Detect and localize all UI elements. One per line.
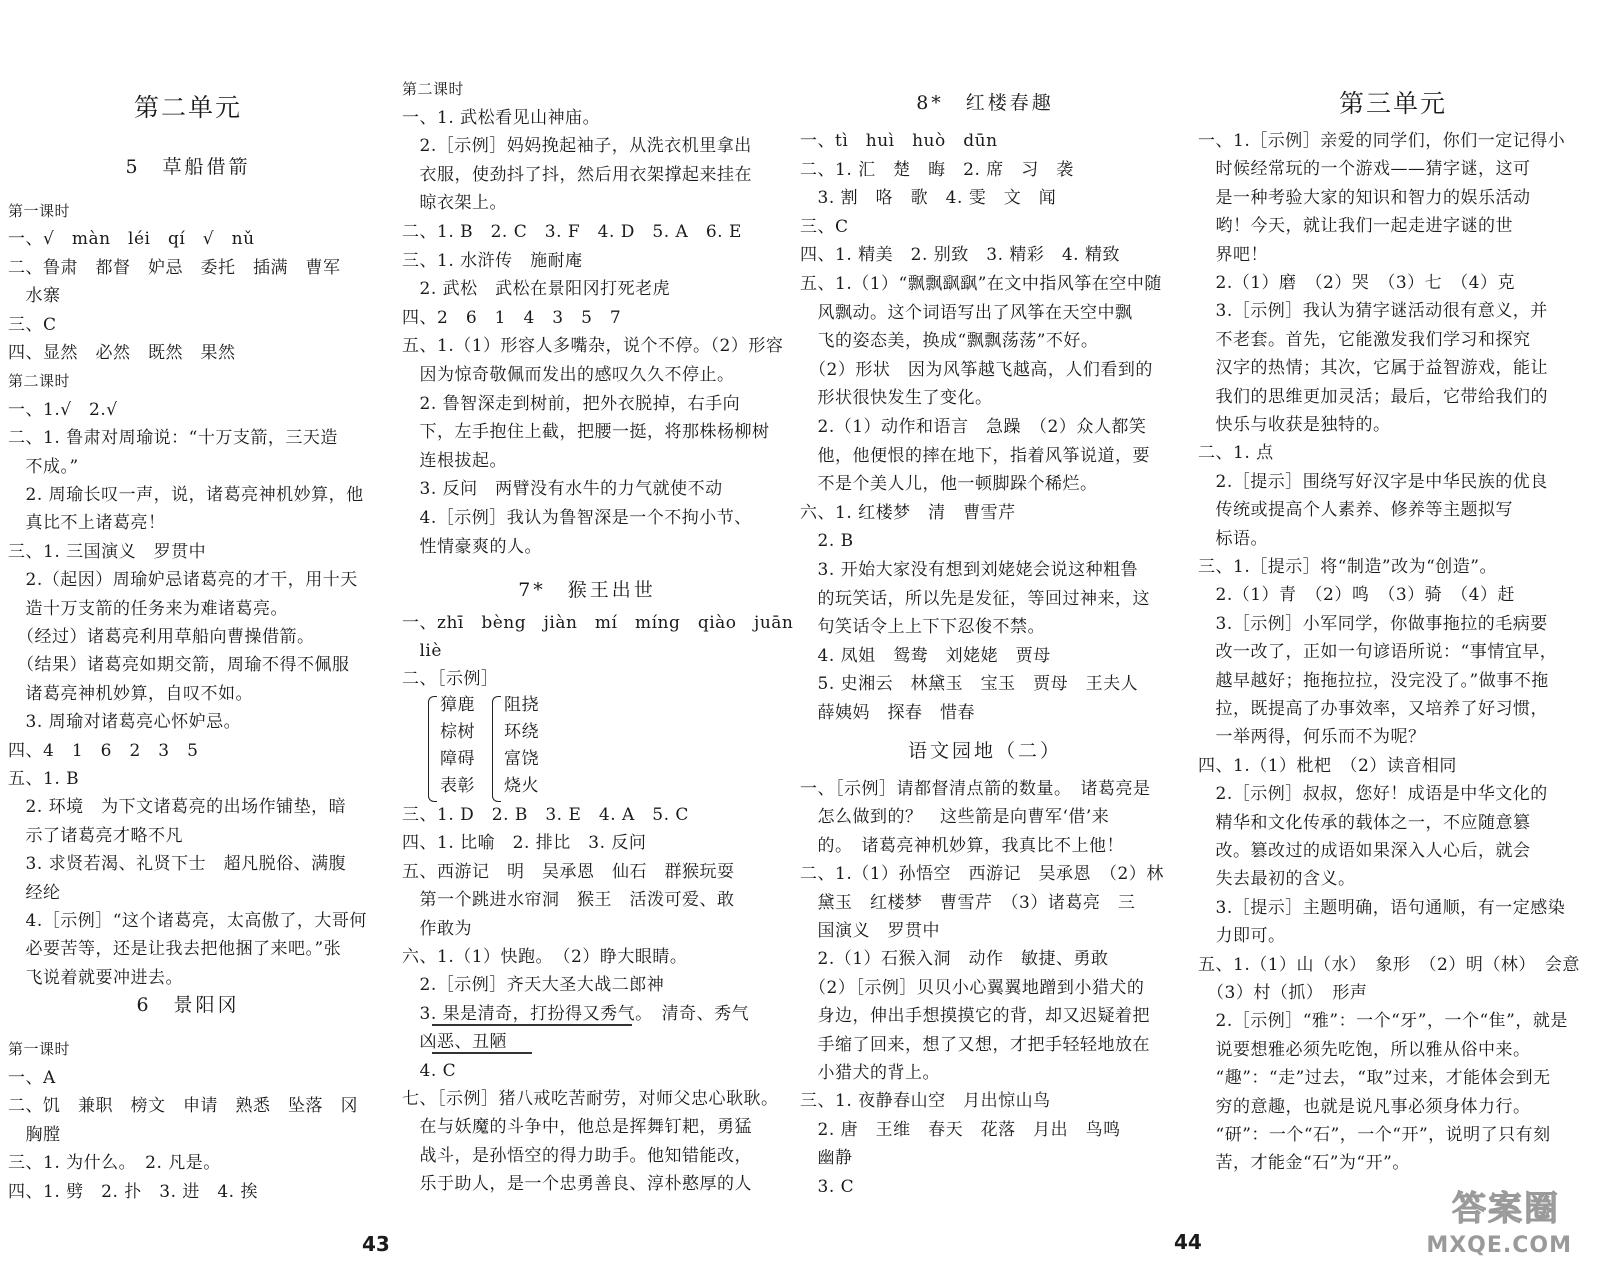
answer-line: 标语。 [1198, 528, 1268, 549]
answer-line: 性情豪爽的人。 [402, 536, 542, 557]
lesson-title-7: 7* 猴王出世 [518, 579, 656, 601]
answer-line: 改一改了，正如一句谚语所说：“事情宜早， [1198, 642, 1558, 663]
answer-line: 精华和文化传承的载体之一，不应随意篡 [1198, 812, 1531, 833]
answer-line: 一、√ màn léi qí √ nǔ [8, 229, 255, 250]
answer-line: 第一课时 [8, 202, 71, 220]
answer-line: 2.（1）动作和语言 急躁 （2）众人都笑 [800, 417, 1147, 437]
answer-line: （经过）诸葛亮利用草船向曹操借箭。 [8, 627, 315, 647]
answer-line: 穷的意趣，也就是说凡事必须身体力行。 [1198, 1096, 1531, 1117]
answer-line: 3. 割 咯 歌 4. 雯 文 闻 [800, 188, 1057, 209]
answer-line: 四、1. 比喻 2. 排比 3. 反问 [402, 833, 647, 854]
answer-line: 因为惊奇敬佩而发出的感叹久久不停止。 [402, 365, 735, 385]
answer-line: 2. 鲁智深走到树前，把外衣脱掉，右手向 [402, 393, 741, 414]
answer-line: 一、［示例］请都督清点箭的数量。 诸葛亮是 [800, 779, 1151, 799]
answer-line: 2. 唐 王维 春天 花落 月出 鸟鸣 [800, 1119, 1121, 1140]
answer-line: 2. 环境 为下文诸葛亮的出场作铺垫，暗 [8, 797, 347, 818]
answer-line: 战斗，是孙悟空的得力助手。他知错能改， [402, 1145, 752, 1166]
answer-line: 飞说着就要冲进去。 [8, 967, 183, 988]
answer-line: 二、1.（1）孙悟空 西游记 吴承恩 （2）林 [800, 864, 1164, 885]
lesson-title-8: 8* 红楼春趣 [916, 92, 1054, 114]
answer-line: 2.［示例］齐天大圣大战二郎神 [402, 975, 665, 996]
page-number-43: 43 [362, 1232, 390, 1256]
watermark-url: MXQE.COM [1426, 1233, 1572, 1258]
answer-line: 一、1. 武松看见山神庙。 [402, 107, 601, 128]
answer-line: 2.（起因）周瑜妒忌诸葛亮的才干，用十天 [8, 570, 358, 591]
answer-line: 时候经常玩的一个游戏——猜字谜，这可 [1198, 159, 1531, 180]
answer-line: 第一个跳进水帘洞 猴王 活泼可爱、敢 [402, 890, 735, 911]
answer-line: 他，他便恨的摔在地下，指着风筝说道，要 [800, 445, 1150, 466]
answer-line: 薛姨妈 探春 惜春 [800, 703, 975, 723]
answer-line: 一、tì huì huò dūn [800, 131, 998, 151]
answer-line: 胸膛 [8, 1124, 61, 1145]
answer-line: 连根拔起。 [402, 450, 507, 471]
word-match-brace [428, 694, 568, 806]
answer-line: （结果）诸葛亮如期交箭，周瑜不得不佩服 [8, 655, 350, 676]
answer-line: 三、1. 为什么。 2. 凡是。 [8, 1153, 221, 1174]
answer-line: 三、1. 三国演义 罗贯中 [8, 541, 207, 562]
answer-line: 五、1.（1）“飘飘飖飖”在文中指风筝在空中随 [800, 274, 1162, 294]
answer-line: 四、显然 必然 既然 果然 [8, 343, 236, 363]
answer-line: 诸葛亮神机妙算，自叹不如。 [8, 683, 253, 704]
answer-line: 二、1. 点 [1198, 443, 1274, 464]
answer-line: 二、1. 鲁肃对周瑜说：“十万支箭，三天造 [8, 428, 338, 449]
answer-line: 手缩了回来，想了又想，才把手轻轻地放在 [800, 1034, 1150, 1055]
answer-line: 二、鲁肃 都督 妒忌 委托 插满 曹军 [8, 257, 341, 278]
answer-line: 一、1.√ 2.√ [8, 399, 118, 420]
answer-line: 五、西游记 明 吴承恩 仙石 群猴玩耍 [402, 861, 735, 882]
answer-line: 七、［示例］猪八戒吃苦耐劳，对师父忠心耿耿。 [402, 1089, 779, 1109]
answer-line: liè [402, 641, 442, 661]
answer-line: 六、1. 红楼梦 清 曹雪芹 [800, 502, 1016, 523]
answer-line: 3. 周瑜对诸葛亮心怀妒忌。 [8, 712, 242, 733]
answer-line: 苦，才能金“石”为“开”。 [1198, 1153, 1410, 1174]
answer-line: 4.［示例］“这个诸葛亮，太高傲了，大哥何 [8, 911, 367, 931]
answer-line: 3.［提示］主题明确，语句通顺，有一定感染 [1198, 897, 1566, 918]
answer-line: 2.［提示］围绕写好汉字是中华民族的优良 [1198, 471, 1548, 492]
answer-line: 的。 诸葛亮神机妙算，我真比不上他！ [800, 835, 1124, 856]
answer-line: 凶恶、丑陋 [402, 1032, 507, 1053]
answer-line: 2. 武松 武松在景阳冈打死老虎 [402, 279, 671, 300]
answer-line: 五、1. B [8, 769, 80, 789]
answer-line: 一、1.［示例］亲爱的同学们，你们一定记得小 [1198, 131, 1566, 151]
answer-line: 身边，伸出手想摸摸它的背，却又迟疑着把 [800, 1006, 1150, 1027]
answer-line: 界吧！ [1198, 244, 1268, 265]
answer-line: 飞的姿态美，换成“飘飘荡荡”不好。 [800, 331, 1099, 352]
answer-line: 3. C [800, 1176, 855, 1197]
answer-line: 一、A [8, 1067, 56, 1088]
answer-line: “研”：一个“石”，一个“开”，说明了只有刻 [1198, 1125, 1551, 1145]
answer-line: 的玩笑话，所以先是发征，等回过神来，这 [800, 588, 1150, 609]
answer-line: 四、1.（1）枇杷 （2）读音相同 [1198, 755, 1457, 776]
answer-line: 必要苦等，还是让我去把他捆了来吧。”张 [8, 939, 342, 960]
answer-line: 四、2 6 1 4 3 5 7 [402, 307, 622, 328]
answer-line: 3.［示例］小军同学，你做事拖拉的毛病要 [1198, 613, 1548, 634]
answer-line: 幽静 [800, 1148, 853, 1169]
answer-line: 示了诸葛亮才略不凡 [8, 825, 183, 846]
unit-title-2: 第二单元 [133, 93, 242, 122]
answer-line: 4. C [402, 1060, 457, 1081]
answer-line: 3. 求贤若渴、礼贤下士 超凡脱俗、满腹 [8, 854, 347, 875]
answer-line: 二、饥 兼职 榜文 申请 熟悉 坠落 冈 [8, 1096, 358, 1117]
answer-line: 力即可。 [1198, 926, 1286, 947]
answer-line: （2）形状 因为风筝越飞越高，人们看到的 [800, 359, 1153, 380]
answer-line: 三、1. D 2. B 3. E 4. A 5. C [402, 805, 689, 825]
answer-line: 一举两得，何乐而不为呢？ [1198, 727, 1426, 748]
answer-line: 第二课时 [402, 80, 465, 98]
answer-line: 在与妖魔的斗争中，他总是挥舞钉耙，勇猛 [402, 1117, 752, 1138]
answer-line: 2.（1）石猴入洞 动作 敏捷、勇敢 [800, 949, 1109, 970]
answer-line: 不成。” [8, 456, 79, 477]
brace-word: 棕树 [440, 722, 475, 742]
answer-line: 三、1. 夜静春山空 月出惊山鸟 [800, 1091, 1051, 1112]
answer-line: 黛玉 红楼梦 曹雪芹 （3）诸葛亮 三 [800, 892, 1136, 913]
answer-line: 经纶 [8, 882, 61, 903]
brace-word: 环绕 [504, 722, 539, 742]
answer-line: 不是个美人儿，他一顿脚跺个稀烂。 [800, 474, 1098, 495]
answer-line: 三、1. 水浒传 施耐庵 [402, 250, 583, 271]
answer-line: 2. B [800, 531, 854, 552]
watermark-logo-cn: 答案圈 [1452, 1189, 1560, 1229]
answer-line: （2）［示例］贝贝小心翼翼地蹭到小猎犬的 [800, 977, 1145, 998]
answer-line: 衣服，使劲抖了抖，然后用衣架撑起来挂在 [402, 164, 752, 185]
unit-title-3: 第三单元 [1338, 89, 1447, 118]
answer-line: 四、1. 劈 2. 扑 3. 进 4. 挨 [8, 1182, 258, 1202]
answer-line: 国演义 罗贯中 [800, 921, 940, 941]
answer-line: “趣”：“走”过去，“取”过来，才能体会到无 [1198, 1068, 1551, 1089]
answer-line: 4.［示例］我认为鲁智深是一个不拘小节、 [402, 508, 752, 528]
answer-line: 3. 开始大家没有想到刘姥姥会说这种粗鲁 [800, 560, 1139, 580]
answer-line: 怎么做到的？ 这些箭是向曹军‘借’来 [800, 807, 1110, 828]
answer-line: 真比不上诸葛亮！ [8, 513, 166, 534]
page-number-44: 44 [1174, 1230, 1202, 1254]
answer-line: 小猎犬的背上。 [800, 1063, 940, 1083]
answer-line: 第一课时 [8, 1040, 71, 1058]
answer-line: 是一种考验大家的知识和智力的娱乐活动 [1198, 187, 1531, 208]
underline-qiqi [432, 1024, 632, 1026]
answer-line: 句笑话令上上下下忍俊不禁。 [800, 617, 1045, 638]
underline-xiongwu [432, 1052, 532, 1054]
answer-line: 二、［示例］ [402, 669, 499, 689]
answer-line: 传统或提高个人素养、修养等主题拟写 [1198, 500, 1513, 521]
answer-line: 说要想雅必须先吃饱，所以雅从俗中来。 [1198, 1039, 1531, 1060]
answer-line: 水寨 [8, 286, 61, 307]
garden-title: 语文园地（二） [907, 740, 1062, 762]
answer-line: 四、4 1 6 2 3 5 [8, 740, 199, 761]
answer-line: 形状很快发生了变化。 [800, 388, 993, 409]
brace-word: 障碍 [440, 749, 475, 769]
answer-line: （3）村（抓） 形声 [1198, 983, 1368, 1003]
brace-left [428, 696, 437, 802]
answer-line: 一、zhī bèng jiàn mí míng qiào juān [402, 613, 794, 633]
answer-line: 三、C [8, 314, 57, 335]
answer-line: 三、C [800, 216, 849, 237]
brace-right [492, 696, 501, 802]
answer-line: 汉字的热情；其次，它属于益智游戏，能让 [1198, 358, 1548, 379]
answer-line: 四、1. 精美 2. 别致 3. 精彩 4. 精致 [800, 245, 1120, 266]
answer-line: 二、1. 汇 楚 晦 2. 席 习 袭 [800, 159, 1074, 180]
answer-line: 三、1.［提示］将“制造”改为“创造”。 [1198, 557, 1497, 577]
lesson-title-6: 6 景阳冈 [136, 994, 240, 1016]
answer-line: 哟！今天，就让我们一起走进字谜的世 [1198, 216, 1513, 237]
answer-line: 五、1.（1）山（水） 象形 （2）明（林） 会意 [1198, 954, 1580, 975]
answer-line: 2.（1）磨 （2）哭 （3）七 （4）克 [1198, 273, 1515, 293]
answer-line: 2. 周瑜长叹一声，说，诸葛亮神机妙算，他 [8, 485, 364, 505]
answer-line: 3.［示例］我认为猜字谜活动很有意义，并 [1198, 301, 1548, 322]
answer-line: 五、1.（1）形容人多嘴杂，说个不停。（2）形容 [402, 336, 784, 357]
brace-word: 表彰 [440, 776, 475, 796]
brace-word: 富饶 [504, 749, 539, 769]
answer-line: 2.（1）青 （2）鸣 （3）骑 （4）赶 [1198, 585, 1515, 606]
brace-word: 獐鹿 [440, 695, 475, 715]
answer-line: 3. 果是清奇，打扮得又秀气。 清奇、秀气 [402, 1003, 750, 1024]
answer-line: 2.［示例］“雅”：一个“牙”，一个“隹”，就是 [1198, 1011, 1568, 1032]
answer-line: 4. 凤姐 鸳鸯 刘姥姥 贾母 [800, 645, 1051, 666]
answer-line: 二、1. B 2. C 3. F 4. D 5. A 6. E [402, 222, 742, 242]
answer-line: 晾衣架上。 [402, 193, 507, 214]
answer-line: 改。篡改过的成语如果深入人心后，就会 [1198, 841, 1531, 861]
answer-line: 拉，既提高了办事效率，又培养了好习惯， [1198, 699, 1548, 719]
brace-word: 阻挠 [504, 695, 539, 715]
answer-line: 下，左手抱住上截，把腰一挺，将那株杨柳树 [402, 422, 770, 443]
answer-line: 第二课时 [8, 372, 71, 391]
answer-line: 越早越好；拖拖拉拉，没完没了。”做事不拖 [1198, 670, 1549, 691]
answer-line: 造十万支箭的任务来为难诸葛亮。 [8, 598, 288, 619]
lesson-title-5: 5 草船借箭 [125, 156, 251, 178]
answer-line: 作敢为 [402, 918, 472, 939]
answer-line: 5. 史湘云 林黛玉 宝玉 贾母 王夫人 [800, 674, 1139, 695]
answer-line: 2.［示例］妈妈挽起袖子，从洗衣机里拿出 [402, 136, 752, 157]
answer-line: 我们的思维更加灵活；最后，它带给我们的 [1198, 386, 1548, 407]
answer-line: 快乐与收获是独特的。 [1198, 415, 1391, 435]
answer-line: 3. 反问 两臂没有水牛的力气就使不动 [402, 479, 723, 500]
answer-line: 不老套。首先，它能激发我们学习和探究 [1198, 329, 1531, 350]
answer-line: 风飘动。这个词语写出了风筝在天空中飘 [800, 302, 1133, 323]
answer-line: 失去最初的含义。 [1198, 869, 1356, 890]
answer-line: 乐于助人，是一个忠勇善良、淳朴憨厚的人 [402, 1174, 752, 1195]
brace-word: 烧火 [504, 776, 539, 796]
answer-line: 2.［示例］叔叔，您好！成语是中华文化的 [1198, 784, 1548, 805]
answer-line: 六、1.（1）快跑。 （2）睁大眼睛。 [402, 947, 688, 967]
